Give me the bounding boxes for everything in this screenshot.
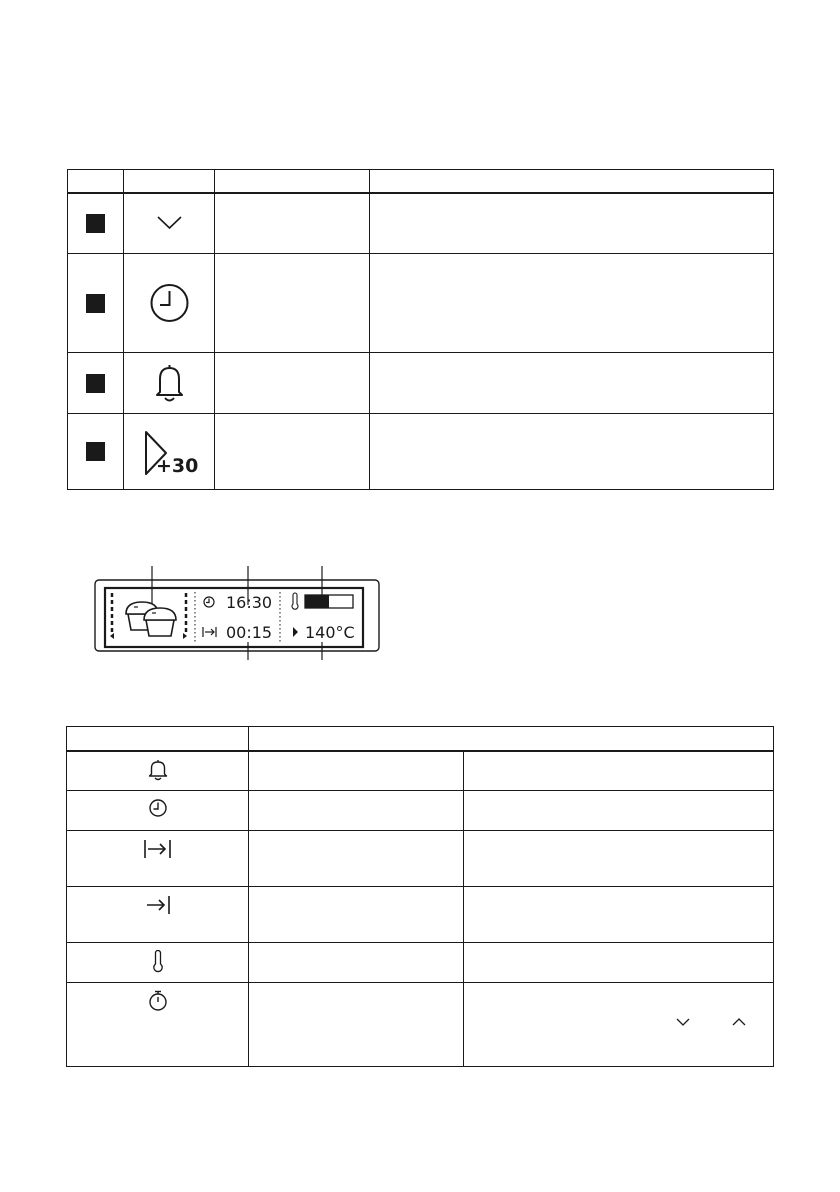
header-cell <box>215 170 370 193</box>
indicator-name-cell <box>249 887 464 943</box>
table-header <box>68 170 774 193</box>
key-marker <box>86 374 105 393</box>
duration-icon <box>203 627 216 637</box>
header-cell <box>68 170 124 193</box>
stopwatch-icon <box>67 990 249 1014</box>
indicator-desc-cell <box>464 791 774 831</box>
indicator-name-cell <box>249 943 464 983</box>
function-cell <box>215 254 370 353</box>
end-time-icon <box>67 894 249 918</box>
table-row <box>67 831 774 887</box>
header-cell <box>370 170 774 193</box>
description-cell <box>370 193 774 254</box>
table-header <box>67 727 774 751</box>
display-duration: 00:15 <box>226 623 273 642</box>
thermometer-icon <box>67 950 249 974</box>
thermometer-icon <box>292 593 298 609</box>
description-cell <box>370 254 774 353</box>
indicator-name-cell <box>249 751 464 791</box>
bell-icon <box>124 362 215 404</box>
function-cell <box>215 414 370 490</box>
table-row <box>67 983 774 1067</box>
table-row <box>68 254 774 353</box>
header-cell <box>67 727 249 751</box>
table-row <box>67 751 774 791</box>
chevron-down-icon <box>124 208 215 238</box>
clock-icon <box>204 597 214 607</box>
control-panel-table <box>67 169 774 490</box>
arrow-right-icon <box>183 633 187 639</box>
key-marker <box>86 294 105 313</box>
header-cell <box>249 727 774 751</box>
display-diagram <box>90 560 390 670</box>
table-row <box>68 414 774 490</box>
indicators-table <box>66 726 774 1067</box>
indicator-name-cell <box>249 983 464 1067</box>
table-row <box>67 791 774 831</box>
function-cell <box>215 193 370 254</box>
chevron-up-icon <box>732 1017 746 1027</box>
table-row <box>67 943 774 983</box>
indicator-name-cell <box>249 831 464 887</box>
chevron-down-icon <box>676 1017 690 1027</box>
table-row <box>67 887 774 943</box>
indicator-desc-cell <box>464 943 774 983</box>
header-cell <box>124 170 215 193</box>
clock-icon <box>67 798 249 820</box>
indicator-name-cell <box>249 791 464 831</box>
bell-icon <box>67 759 249 781</box>
display-time: 16:30 <box>226 593 273 612</box>
display-temperature: 140°C <box>305 623 355 642</box>
muffins-icon <box>126 602 176 636</box>
table-row <box>68 353 774 414</box>
indicator-desc-cell <box>464 983 774 1067</box>
indicator-desc-cell <box>464 751 774 791</box>
clock-icon <box>124 280 215 326</box>
heatup-bar-fill <box>305 595 329 608</box>
plus-30-label: +30 <box>156 454 199 477</box>
indicator-desc-cell <box>464 831 774 887</box>
key-marker <box>86 442 105 461</box>
indicator-desc-cell <box>464 887 774 943</box>
function-cell <box>215 353 370 414</box>
play-icon <box>293 627 298 637</box>
play-plus-30-icon <box>124 427 215 477</box>
description-cell <box>370 353 774 414</box>
duration-icon <box>67 838 249 862</box>
description-cell <box>370 414 774 490</box>
table-row <box>68 193 774 254</box>
arrow-left-icon <box>110 633 114 639</box>
key-marker <box>86 214 105 233</box>
